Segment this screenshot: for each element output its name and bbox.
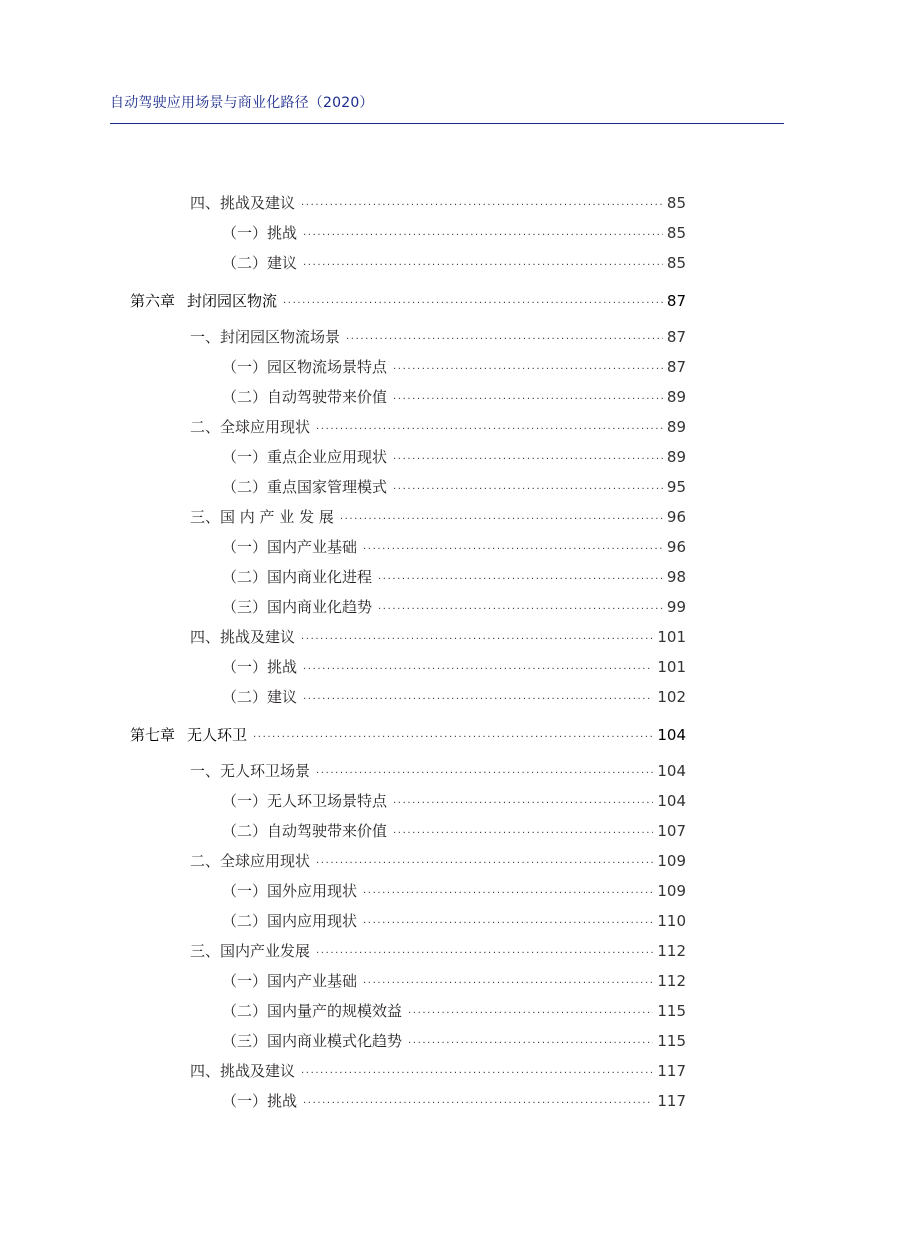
toc-entry-label: 二、全球应用现状 (190, 852, 311, 870)
toc-subsection-entry[interactable] (222, 910, 686, 932)
dot-leader (303, 225, 663, 247)
toc-page-number: 87 (666, 358, 686, 376)
toc-entry-label: （一）国内产业基础 (222, 538, 358, 556)
toc-entry-label: （一）挑战 (222, 224, 298, 242)
toc-page-number: 110 (657, 912, 686, 930)
toc-page-number: 96 (666, 508, 686, 526)
toc-section-entry[interactable] (190, 1060, 686, 1082)
dot-leader (393, 359, 663, 381)
dot-leader (408, 1003, 653, 1025)
toc-entry-label: 四、挑战及建议 (190, 628, 296, 646)
toc-page-number: 104 (657, 762, 686, 780)
toc-chapter-entry[interactable] (130, 290, 686, 312)
toc-entry-label (130, 290, 277, 312)
toc-entry-label: （二）自动驾驶带来价值 (222, 388, 388, 406)
toc-subsection-entry[interactable] (222, 880, 686, 902)
toc-entry-label: （一）园区物流场景特点 (222, 358, 388, 376)
toc-page-number: 104 (657, 726, 686, 744)
dot-leader (301, 629, 653, 651)
toc-section-entry[interactable] (190, 416, 686, 438)
chapter-title: 封闭园区物流 (187, 292, 278, 310)
toc-page-number: 117 (657, 1062, 686, 1080)
dot-leader (378, 599, 663, 621)
toc-entry-label: （二）重点国家管理模式 (222, 478, 388, 496)
toc-page-number: 89 (666, 388, 686, 406)
toc-subsection-entry[interactable] (222, 970, 686, 992)
toc-section-entry[interactable] (190, 850, 686, 872)
dot-leader (363, 913, 653, 935)
toc-page-number: 101 (657, 658, 686, 676)
toc-page-number: 87 (666, 328, 686, 346)
toc-entry-label: （二）国内应用现状 (222, 912, 358, 930)
toc-page-number: 85 (666, 194, 686, 212)
dot-leader (363, 883, 653, 905)
header-rule (110, 123, 784, 124)
toc-page-number: 95 (666, 478, 686, 496)
toc-entry-label: 二、全球应用现状 (190, 418, 311, 436)
toc-entry-label: （三）国内商业模式化趋势 (222, 1032, 403, 1050)
toc-subsection-entry[interactable] (222, 656, 686, 678)
dot-leader (393, 823, 653, 845)
dot-leader (393, 449, 663, 471)
toc-page-number: 112 (657, 942, 686, 960)
toc-subsection-entry[interactable] (222, 566, 686, 588)
toc-subsection-entry[interactable] (222, 446, 686, 468)
chapter-number: 第六章 (130, 292, 176, 310)
dot-leader (346, 329, 663, 351)
toc-subsection-entry[interactable] (222, 252, 686, 274)
toc-page-number: 104 (657, 792, 686, 810)
toc-entry-label (130, 724, 247, 746)
toc-section-entry[interactable] (190, 626, 686, 648)
dot-leader (253, 727, 653, 749)
dot-leader (408, 1033, 653, 1055)
dot-leader (301, 195, 663, 217)
toc-subsection-entry[interactable] (222, 476, 686, 498)
toc-page-number: 85 (666, 224, 686, 242)
toc-entry-label: （二）建议 (222, 254, 298, 272)
toc-entry-label: （二）国内商业化进程 (222, 568, 373, 586)
chapter-title: 无人环卫 (187, 726, 248, 744)
chapter-number: 第七章 (130, 726, 176, 744)
toc-subsection-entry[interactable] (222, 1030, 686, 1052)
toc-entry-label: 四、挑战及建议 (190, 194, 296, 212)
toc-subsection-entry[interactable] (222, 790, 686, 812)
toc-chapter-entry[interactable] (130, 724, 686, 746)
toc-subsection-entry[interactable] (222, 686, 686, 708)
dot-leader (316, 943, 653, 965)
toc-page-number: 89 (666, 418, 686, 436)
dot-leader (316, 853, 653, 875)
dot-leader (340, 509, 663, 531)
toc-page-number: 98 (666, 568, 686, 586)
toc-subsection-entry[interactable] (222, 536, 686, 558)
dot-leader (301, 1063, 653, 1085)
toc-entry-label: （一）国外应用现状 (222, 882, 358, 900)
dot-leader (316, 763, 653, 785)
dot-leader (393, 389, 663, 411)
toc-section-entry[interactable] (190, 940, 686, 962)
toc-entry-label: （二）建议 (222, 688, 298, 706)
dot-leader (316, 419, 663, 441)
toc-subsection-entry[interactable] (222, 356, 686, 378)
toc-page-number: 89 (666, 448, 686, 466)
toc-entry-label: 一、无人环卫场景 (190, 762, 311, 780)
toc-entry-label: 一、封闭园区物流场景 (190, 328, 341, 346)
toc-section-entry[interactable] (190, 326, 686, 348)
toc-entry-label: （三）国内商业化趋势 (222, 598, 373, 616)
toc-section-entry[interactable] (190, 760, 686, 782)
toc-page-number: 85 (666, 254, 686, 272)
toc-subsection-entry[interactable] (222, 1000, 686, 1022)
toc-entry-label: （一）国内产业基础 (222, 972, 358, 990)
toc-entry-label: （一）重点企业应用现状 (222, 448, 388, 466)
toc-page-number: 96 (666, 538, 686, 556)
dot-leader (378, 569, 663, 591)
dot-leader (303, 659, 653, 681)
dot-leader (393, 793, 653, 815)
toc-section-entry[interactable] (190, 192, 686, 214)
toc-entry-label: （二）自动驾驶带来价值 (222, 822, 388, 840)
toc-page-number: 115 (657, 1032, 686, 1050)
dot-leader (303, 1093, 653, 1115)
toc-page-number: 99 (666, 598, 686, 616)
dot-leader (363, 973, 653, 995)
toc-subsection-entry[interactable] (222, 222, 686, 244)
toc-page-number: 87 (666, 292, 686, 310)
toc-entry-label: （一）挑战 (222, 658, 298, 676)
toc-entry-label: （二）国内量产的规模效益 (222, 1002, 403, 1020)
toc-subsection-entry[interactable] (222, 820, 686, 842)
running-header: 自动驾驶应用场景与商业化路径（2020） (110, 95, 374, 111)
toc-section-entry[interactable] (190, 506, 686, 528)
toc-page-number: 109 (657, 882, 686, 900)
toc-page-number: 102 (657, 688, 686, 706)
toc-subsection-entry[interactable] (222, 1090, 686, 1112)
toc-entry-label: 四、挑战及建议 (190, 1062, 296, 1080)
toc-entry-label: （一）无人环卫场景特点 (222, 792, 388, 810)
toc-entry-label: 三、国 内 产 业 发 展 (190, 508, 334, 526)
toc-page-number: 115 (657, 1002, 686, 1020)
toc-subsection-entry[interactable] (222, 596, 686, 618)
dot-leader (363, 539, 663, 561)
toc-page-number: 112 (657, 972, 686, 990)
toc-page-number: 107 (657, 822, 686, 840)
toc-entry-label: 三、国内产业发展 (190, 942, 311, 960)
dot-leader (393, 479, 663, 501)
toc-page-number: 109 (657, 852, 686, 870)
dot-leader (303, 689, 653, 711)
toc-entry-label: （一）挑战 (222, 1092, 298, 1110)
toc-page-number: 101 (657, 628, 686, 646)
toc-subsection-entry[interactable] (222, 386, 686, 408)
dot-leader (303, 255, 663, 277)
toc-page-number: 117 (657, 1092, 686, 1110)
dot-leader (283, 293, 663, 315)
